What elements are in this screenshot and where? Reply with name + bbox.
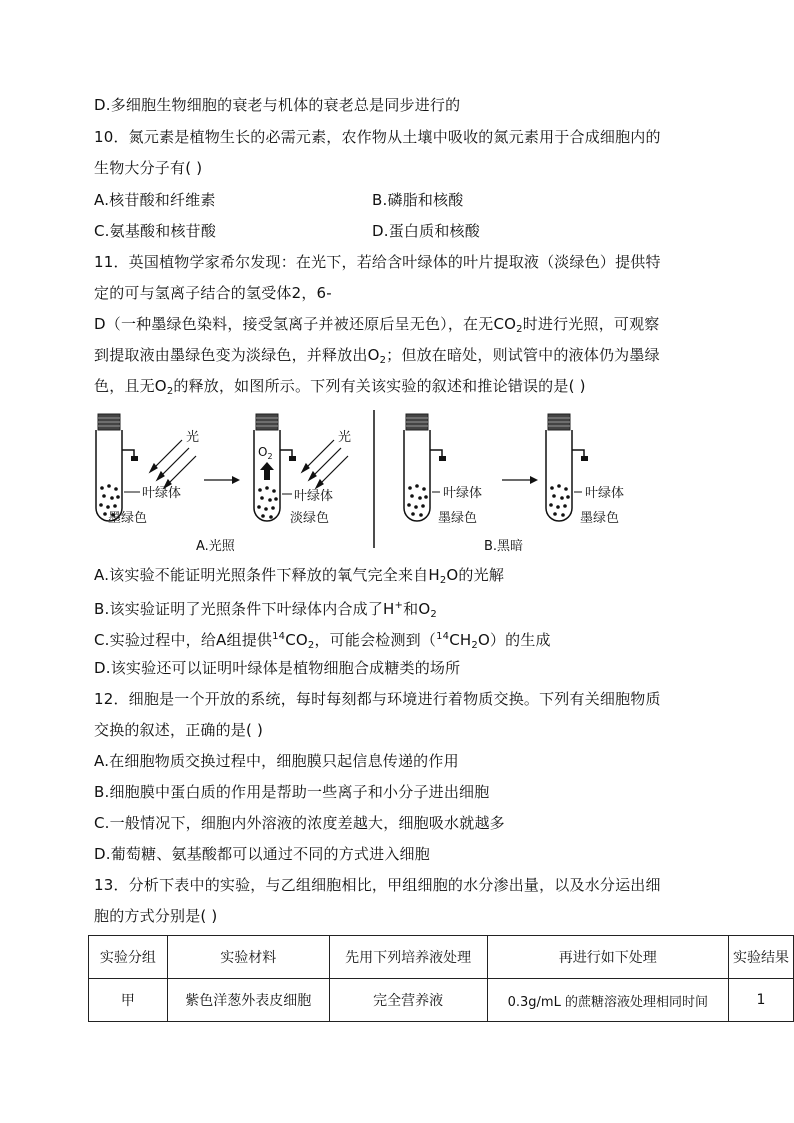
test-tube-b2: [546, 414, 588, 521]
q11-option-b: B.该实验证明了光照条件下叶绿体内合成了H+和$O_2$: [94, 600, 437, 620]
q10-stem-line2: 生物大分子有( ): [94, 159, 203, 177]
hill-reaction-figure: [94, 408, 694, 560]
light-label-2: 光: [338, 430, 352, 445]
q11-stem-line3: D（一种墨绿色染料，接受氢离子并被还原后呈无色），在无$CO_2$时进行光照，可观察: [94, 315, 660, 335]
table-cell: 完全营养液: [329, 979, 487, 1022]
table-header-cell: 实验结果: [728, 936, 793, 979]
q10-stem-line1: 10．氮元素是植物生长的必需元素，农作物从土壤中吸收的氮元素用于合成细胞内的: [94, 128, 661, 146]
table-header-cell: 实验材料: [167, 936, 329, 979]
q11-option-d: D.该实验还可以证明叶绿体是植物细胞合成糖类的场所: [94, 659, 461, 677]
q10-option-d: D.蛋白质和核酸: [372, 222, 480, 240]
experiment-table: [88, 935, 794, 1022]
chloroplast-label-3: 叶绿体: [443, 486, 483, 501]
process-arrow-b: [502, 476, 538, 484]
light-arrows-a2: [302, 440, 348, 488]
table-cell: 紫色洋葱外表皮细胞: [167, 979, 329, 1022]
dark-green-label-3: 墨绿色: [580, 511, 620, 526]
q11-stem-line4: 到提取液由墨绿色变为淡绿色，并释放出$O_2$；但放在暗处，则试管中的液体仍为墨绿: [94, 346, 660, 366]
q10-option-a: A.核苷酸和纤维素: [94, 191, 216, 209]
q11-option-c: C.实验过程中，给A组提供$^{14}CO_2$，可能会检测到$(^{14}CH_2O)$的生成: [94, 631, 551, 651]
dark-green-label-1: 墨绿色: [108, 511, 148, 526]
q11-option-a: A.该实验不能证明光照条件下释放的氧气完全来自$H_2O$的光解: [94, 566, 505, 586]
table-cell: 甲: [89, 979, 168, 1022]
table-header-cell: 实验分组: [89, 936, 168, 979]
q13-stem-line2: 胞的方式分别是( ): [94, 907, 218, 925]
q9-option-d: D.多细胞生物细胞的衰老与机体的衰老总是同步进行的: [94, 96, 461, 114]
q10-option-b: B.磷脂和核酸: [372, 191, 464, 209]
chloroplast-label-4: 叶绿体: [585, 486, 625, 501]
test-tube-b1: [404, 414, 446, 521]
light-arrows-a1: [150, 440, 196, 488]
table-cell: 1: [728, 979, 793, 1022]
q10-option-c: C.氨基酸和核苷酸: [94, 222, 217, 240]
q12-option-a: A.在细胞物质交换过程中，细胞膜只起信息传递的作用: [94, 752, 459, 770]
q13-stem-line1: 13．分析下表中的实验，与乙组细胞相比，甲组细胞的水分渗出量，以及水分运出细: [94, 876, 661, 894]
o2-label: $O_2$: [258, 445, 273, 461]
light-label-1: 光: [186, 430, 200, 445]
q11-stem-line5: 色，且无$O_2$的释放，如图所示。下列有关该实验的叙述和推论错误的是( ): [94, 377, 586, 397]
q11-stem-line2: 定的可与氢离子结合的氢受体2，6-: [94, 284, 332, 302]
table-header-cell: 先用下列培养液处理: [329, 936, 487, 979]
q12-option-d: D.葡萄糖、氨基酸都可以通过不同的方式进入细胞: [94, 845, 430, 863]
chloroplast-label-2: 叶绿体: [294, 489, 334, 504]
table-row: [89, 979, 794, 1022]
light-green-label: 淡绿色: [290, 511, 330, 526]
chloroplast-label-1: 叶绿体: [142, 486, 182, 501]
caption-a: A.光照: [196, 539, 235, 554]
process-arrow-a: [204, 476, 240, 484]
test-tube-a1: [96, 414, 138, 521]
q11-stem-line1: 11．英国植物学家希尔发现：在光下，若给含叶绿体的叶片提取液（淡绿色）提供特: [94, 253, 661, 271]
table-header-row: [89, 936, 794, 979]
q12-option-c: C.一般情况下，细胞内外溶液的浓度差越大，细胞吸水就越多: [94, 814, 505, 832]
q12-stem-line2: 交换的叙述，正确的是( ): [94, 721, 264, 739]
q12-stem-line1: 12．细胞是一个开放的系统，每时每刻都与环境进行着物质交换。下列有关细胞物质: [94, 690, 661, 708]
test-tube-a2: [254, 414, 296, 521]
dark-green-label-2: 墨绿色: [438, 511, 478, 526]
q12-option-b: B.细胞膜中蛋白质的作用是帮助一些离子和小分子进出细胞: [94, 783, 490, 801]
table-header-cell: 再进行如下处理: [487, 936, 728, 979]
table-cell: 0.3g/mL 的蔗糖溶液处理相同时间: [487, 979, 728, 1022]
caption-b: B.黑暗: [484, 539, 524, 554]
